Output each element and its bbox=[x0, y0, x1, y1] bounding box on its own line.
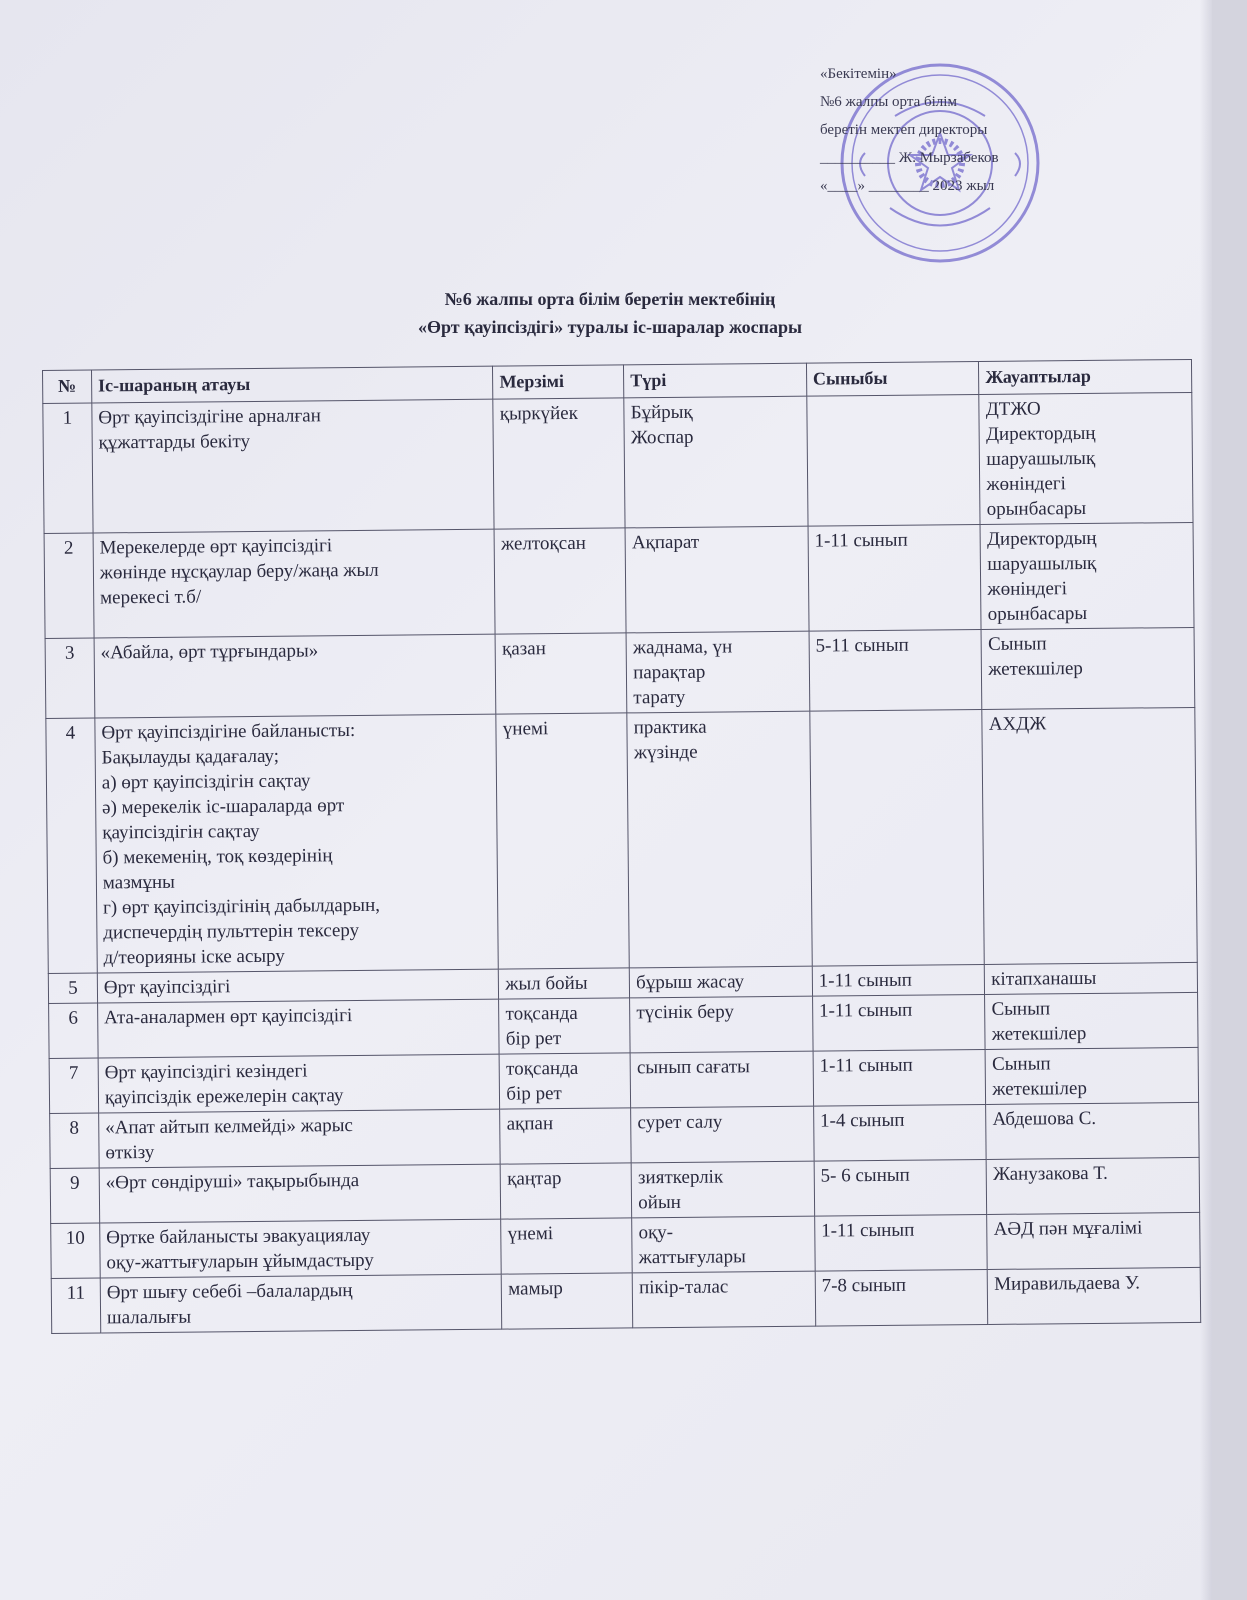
cell-name-line: Мерекелерде өрт қауіпсіздігі bbox=[99, 535, 333, 559]
cell-num: 3 bbox=[45, 638, 95, 718]
cell-responsible-line: шаруашылық bbox=[987, 552, 1097, 575]
cell-responsible-line: Директордың bbox=[985, 422, 1096, 445]
table-row bbox=[44, 522, 1194, 638]
cell-class bbox=[809, 629, 982, 711]
cell-responsible-line: жетекшілер bbox=[988, 658, 1083, 680]
title-line-1: №6 жалпы орта білім беретін мектебінің bbox=[444, 289, 776, 309]
cell-class bbox=[810, 709, 985, 966]
cell-responsible bbox=[986, 1157, 1199, 1214]
cell-type bbox=[630, 1051, 813, 1108]
cell-name-line: диспечердің пульттерін тексеру bbox=[103, 919, 360, 944]
cell-type-line: жүзінде bbox=[633, 741, 698, 764]
cell-type-line: тарату bbox=[633, 686, 686, 709]
cell-type bbox=[629, 966, 812, 998]
cell-name-line: құжаттарды бекіту bbox=[98, 431, 251, 454]
cell-term bbox=[496, 713, 629, 969]
cell-num: 4 bbox=[46, 718, 97, 973]
cell-name bbox=[92, 399, 495, 533]
cell-type-line: жаттығулары bbox=[638, 1246, 746, 1269]
cell-num: 11 bbox=[51, 1278, 100, 1333]
cell-responsible-line: орынбасары bbox=[987, 602, 1088, 625]
cell-term bbox=[493, 398, 625, 529]
approval-block bbox=[820, 60, 1120, 200]
cell-name bbox=[93, 529, 495, 638]
cell-term bbox=[500, 1108, 631, 1164]
cell-term bbox=[499, 968, 630, 999]
cell-responsible-line: жетекшілер bbox=[992, 1078, 1088, 1100]
cell-class bbox=[813, 1104, 986, 1161]
cell-responsible-line: орынбасары bbox=[986, 497, 1087, 520]
cell-type-line: парақтар bbox=[633, 661, 706, 684]
cell-responsible-line: жөніндегі bbox=[987, 578, 1068, 600]
cell-name-line: «Абайла, өрт тұрғындары» bbox=[100, 640, 319, 664]
approval-line-4: __________ Ж. Мырзабеков bbox=[820, 150, 999, 166]
cell-class-line: 5-11 сынып bbox=[815, 634, 909, 657]
cell-class-line: 1-11 сынып bbox=[814, 529, 908, 552]
cell-responsible bbox=[987, 1212, 1200, 1269]
cell-name bbox=[97, 999, 499, 1058]
cell-class-line: 1-11 сынып bbox=[818, 969, 913, 992]
cell-name bbox=[100, 1274, 502, 1333]
cell-term bbox=[501, 1163, 632, 1219]
cell-name bbox=[97, 969, 499, 1003]
cell-term-line: бір рет bbox=[506, 1083, 562, 1105]
cell-name bbox=[95, 714, 499, 973]
cell-term-line: үнемі bbox=[507, 1223, 554, 1245]
cell-name-line: ә) мерекелік іс-шараларда өрт bbox=[102, 795, 345, 819]
cell-responsible bbox=[985, 962, 1198, 994]
cell-name-line: мерекесі т.б/ bbox=[99, 586, 202, 609]
cell-class-line: 7-8 сынып bbox=[821, 1274, 907, 1297]
cell-term-line: бір рет bbox=[505, 1028, 562, 1050]
cell-name-line: қауіпсіздігін сақтау bbox=[102, 820, 260, 844]
title-line-2: «Өрт қауіпсіздігі» туралы іс-шаралар жоспары bbox=[417, 317, 803, 337]
table-body bbox=[43, 392, 1201, 1333]
header-responsible: Жауаптылар bbox=[979, 359, 1192, 394]
cell-num: 6 bbox=[49, 1003, 98, 1058]
header-class: Сыныбы bbox=[806, 362, 979, 397]
cell-name bbox=[100, 1219, 502, 1278]
cell-type bbox=[632, 1216, 815, 1273]
cell-class bbox=[812, 964, 985, 996]
cell-type bbox=[627, 711, 812, 968]
document-title bbox=[280, 285, 940, 341]
cell-num: 5 bbox=[48, 973, 97, 1003]
cell-name bbox=[99, 1109, 501, 1168]
cell-class-line: 1-4 сынып bbox=[819, 1109, 905, 1132]
cell-responsible bbox=[980, 522, 1194, 629]
cell-type-line: Жоспар bbox=[630, 426, 694, 449]
cell-type-line: практика bbox=[633, 716, 707, 739]
cell-class-line: 1-11 сынып bbox=[819, 1054, 913, 1077]
cell-responsible-line: ДТЖО bbox=[985, 398, 1041, 420]
header-term: Мерзімі bbox=[493, 365, 624, 399]
cell-name bbox=[99, 1164, 501, 1223]
cell-class bbox=[814, 1159, 987, 1216]
header-type: Түрі bbox=[624, 363, 807, 398]
cell-responsible bbox=[985, 1047, 1198, 1104]
cell-class-line: 1-11 сынып bbox=[818, 999, 913, 1022]
cell-type-line: ойын bbox=[638, 1191, 681, 1214]
header-num: № bbox=[43, 370, 92, 403]
cell-name-line: д/теорияны іске асыру bbox=[103, 945, 285, 969]
cell-name-line: өткізу bbox=[105, 1141, 155, 1164]
cell-responsible bbox=[986, 1102, 1199, 1159]
cell-name-line: б) мекеменің, тоқ көздерінің bbox=[102, 845, 333, 869]
cell-term-line: желтоқсан bbox=[500, 532, 587, 555]
cell-term-line: қыркүйек bbox=[499, 402, 578, 425]
cell-responsible-line: Сынып bbox=[991, 1053, 1051, 1075]
cell-name-line: шалалығы bbox=[106, 1306, 192, 1329]
cell-term bbox=[502, 1273, 633, 1329]
cell-class bbox=[807, 395, 981, 527]
cell-term-line: тоқсанда bbox=[505, 1002, 578, 1025]
header-name: Іс-шараның атауы bbox=[91, 366, 493, 403]
cell-responsible-line: Сынып bbox=[991, 998, 1051, 1020]
cell-name-line: Өртке байланысты эвакуациялау bbox=[106, 1224, 371, 1249]
cell-responsible bbox=[981, 627, 1194, 709]
paper-edge bbox=[1212, 0, 1247, 1600]
cell-responsible-line: Миравильдаева У. bbox=[994, 1272, 1141, 1295]
cell-type-line: оқу- bbox=[638, 1221, 674, 1244]
cell-responsible-line: АӘД пән мұғалімі bbox=[993, 1217, 1143, 1240]
cell-type bbox=[631, 1106, 814, 1163]
cell-num: 1 bbox=[43, 403, 93, 533]
cell-name-line: Ата-аналармен өрт қауіпсіздігі bbox=[104, 1005, 353, 1029]
cell-class-line: 1-11 сынып bbox=[821, 1219, 915, 1242]
cell-responsible-line: Директордың bbox=[986, 527, 1097, 550]
cell-term bbox=[499, 998, 630, 1054]
cell-num: 9 bbox=[50, 1168, 99, 1223]
table-row bbox=[45, 627, 1195, 718]
cell-class bbox=[812, 994, 985, 1051]
cell-responsible-line: Сынып bbox=[987, 633, 1047, 655]
events-table bbox=[42, 359, 1201, 1334]
cell-num: 8 bbox=[50, 1113, 99, 1168]
cell-class bbox=[815, 1214, 988, 1271]
cell-name-line: Өрт қауіпсіздігіне байланысты: bbox=[101, 720, 356, 744]
cell-name-line: Өрт қауіпсіздігіне арналған bbox=[98, 405, 321, 429]
cell-name-line: оқу-жаттығуларын ұйымдастыру bbox=[106, 1249, 374, 1274]
cell-responsible-line: кітапханашы bbox=[991, 967, 1097, 990]
approval-line-3: беретін мектеп директоры bbox=[820, 122, 988, 138]
cell-class bbox=[813, 1049, 986, 1106]
cell-name-line: Өрт қауіпсіздігі кезіндегі bbox=[104, 1060, 308, 1084]
cell-responsible bbox=[985, 992, 1198, 1049]
cell-responsible bbox=[988, 1267, 1201, 1324]
cell-type-line: сурет салу bbox=[637, 1111, 723, 1134]
cell-type-line: Бұйрық bbox=[630, 401, 693, 424]
cell-term bbox=[501, 1218, 632, 1274]
cell-name-line: г) өрт қауіпсіздігінің дабылдарын, bbox=[102, 894, 381, 919]
cell-type-line: сынып сағаты bbox=[636, 1056, 750, 1079]
cell-term-line: мамыр bbox=[508, 1278, 563, 1300]
cell-responsible bbox=[979, 392, 1193, 524]
cell-type-line: бұрыш жасау bbox=[636, 971, 745, 994]
cell-class-line: 5- 6 сынып bbox=[820, 1164, 910, 1187]
cell-type-line: пікір-талас bbox=[638, 1276, 729, 1299]
cell-name-line: қауіпсіздік ережелерін сақтау bbox=[104, 1085, 344, 1109]
cell-term bbox=[499, 1053, 630, 1109]
cell-type-line: түсінік беру bbox=[636, 1001, 735, 1024]
cell-name bbox=[94, 634, 496, 718]
cell-responsible-line: жөніндегі bbox=[986, 473, 1067, 495]
cell-term-line: қазан bbox=[501, 638, 546, 660]
cell-name-line: мазмұны bbox=[102, 871, 175, 894]
cell-term-line: жыл бойы bbox=[505, 972, 588, 995]
approval-line-1: «Бекітемін» bbox=[820, 66, 897, 82]
cell-responsible-line: жетекшілер bbox=[991, 1023, 1087, 1045]
cell-responsible-line: АХДЖ bbox=[988, 713, 1047, 735]
cell-name-line: жөнінде нұсқаулар беру/жаңа жыл bbox=[99, 559, 379, 584]
cell-class bbox=[808, 524, 982, 631]
table-row bbox=[43, 392, 1193, 533]
cell-term-line: қаңтар bbox=[507, 1168, 562, 1190]
table-row bbox=[51, 1267, 1200, 1333]
cell-responsible-line: Жанузакова Т. bbox=[993, 1162, 1108, 1185]
cell-type bbox=[626, 631, 809, 713]
cell-term bbox=[495, 633, 627, 714]
cell-name-line: Бақылауды қадағалау; bbox=[101, 745, 280, 769]
table-row bbox=[46, 707, 1197, 973]
cell-type bbox=[632, 1271, 815, 1328]
cell-responsible-line: шаруашылық bbox=[986, 447, 1096, 470]
cell-term-line: тоқсанда bbox=[506, 1057, 579, 1080]
cell-num: 10 bbox=[51, 1223, 100, 1278]
cell-name-line: Өрт шығу себебі –балалардың bbox=[106, 1280, 353, 1304]
approval-line-5: «____» ________ 2023 жыл bbox=[820, 178, 995, 194]
cell-type-line: жаднама, үн bbox=[632, 636, 733, 659]
cell-type bbox=[631, 1161, 814, 1218]
cell-class bbox=[815, 1269, 988, 1326]
cell-responsible bbox=[982, 707, 1197, 964]
cell-term bbox=[494, 528, 626, 634]
cell-num: 2 bbox=[44, 533, 94, 638]
cell-name-line: а) өрт қауіпсіздігін сақтау bbox=[101, 770, 311, 794]
cell-term-line: үнемі bbox=[502, 718, 549, 740]
cell-type bbox=[630, 996, 813, 1053]
approval-line-2: №6 жалпы орта білім bbox=[820, 94, 957, 110]
cell-type bbox=[624, 396, 808, 528]
cell-type-line: Ақпарат bbox=[631, 531, 700, 554]
cell-term-line: ақпан bbox=[506, 1113, 554, 1135]
cell-name-line: «Өрт сөндіруші» тақырыбында bbox=[105, 1169, 360, 1194]
cell-name bbox=[98, 1054, 500, 1113]
cell-num: 7 bbox=[49, 1058, 98, 1113]
cell-name-line: «Апат айтып келмейді» жарыс bbox=[105, 1115, 354, 1139]
cell-type-line: зияткерлік bbox=[637, 1166, 724, 1189]
cell-name-line: Өрт қауіпсіздігі bbox=[103, 976, 231, 999]
cell-type bbox=[625, 526, 809, 633]
cell-responsible-line: Абдешова С. bbox=[992, 1107, 1097, 1130]
